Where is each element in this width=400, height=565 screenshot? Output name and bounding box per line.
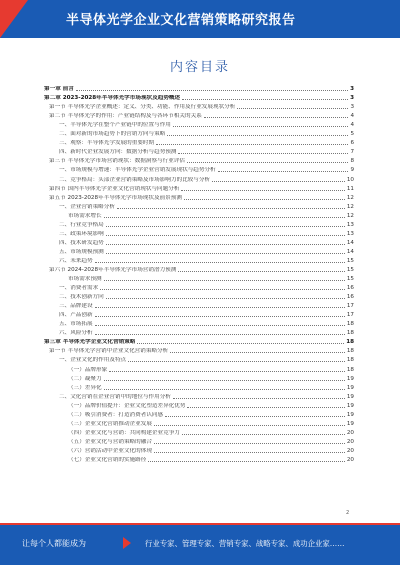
toc-entry[interactable]	[44, 401, 354, 410]
toc-leader-dots	[154, 443, 345, 444]
toc-entry-title: 第六节 2024-2028年半导体光学市场营销潜力预测	[49, 266, 177, 273]
toc-entry[interactable]	[44, 455, 354, 464]
toc-entry-page: 5	[350, 131, 354, 138]
toc-leader-dots	[173, 398, 345, 399]
toc-leader-dots	[156, 144, 348, 145]
toc-entry-title: 四、新时代企业发展方向：数据分析与趋势预测	[59, 149, 177, 156]
toc-entry[interactable]	[44, 392, 354, 401]
toc-entry-title: （一）品牌价值提升：企业文化塑造差异化优势	[68, 402, 186, 409]
toc-leader-dots	[95, 307, 345, 308]
toc-entry-title: 四、技术研发趋势	[59, 239, 104, 246]
toc-entry[interactable]	[44, 301, 354, 310]
toc-entry[interactable]	[44, 193, 354, 202]
page-number: 2	[346, 510, 350, 516]
toc-leader-dots	[95, 325, 345, 326]
toc-entry-title: 一、市场规模与增速：半导体光学企业营销发展现状与趋势分析	[59, 167, 216, 174]
toc-leader-dots	[95, 334, 345, 335]
toc-entry[interactable]	[44, 202, 354, 211]
toc-entry[interactable]	[44, 437, 354, 446]
toc-entry[interactable]	[44, 419, 354, 428]
toc-leader-dots	[181, 190, 344, 191]
toc-entry-page: 16	[346, 285, 354, 292]
toc-entry[interactable]	[44, 428, 354, 437]
toc-leader-dots	[104, 389, 345, 390]
toc-entry-page: 20	[346, 447, 354, 454]
toc-entry-title: 二、技术创新方向	[59, 294, 104, 301]
toc-entry-title: （五）企业文化与营销策略的融合	[68, 438, 152, 445]
toc-entry-page: 18	[346, 321, 354, 328]
toc-leader-dots	[104, 280, 345, 281]
toc-entry[interactable]	[44, 310, 354, 319]
toc-entry-title: 二、竞争格局：头部企业营销策略及市场影响力的比较与分析	[59, 176, 211, 183]
toc-entry-page: 3	[350, 86, 354, 93]
toc-entry-title: 二、面对新的市场趋势下的营销方向与策略	[59, 131, 166, 138]
toc-entry-page: 19	[346, 411, 354, 418]
toc-entry-title: 市场需求增长	[68, 212, 102, 219]
toc-leader-dots	[154, 425, 345, 426]
toc-entry-title: 二、行业竞争格局	[59, 221, 104, 228]
toc-entry-page: 19	[346, 402, 354, 409]
report-header	[0, 0, 400, 38]
toc-entry-title: （二）吸引消费者：打造消费者认同感	[68, 411, 164, 418]
toc-entry-title: 第二节 半导体光学的作用：产业链结构及与各环节相关的关系	[49, 113, 202, 120]
toc-entry[interactable]	[44, 184, 354, 193]
footer-red-stripe	[0, 523, 400, 525]
toc-leader-dots	[106, 298, 345, 299]
toc-entry[interactable]	[44, 165, 354, 174]
toc-entry[interactable]	[44, 102, 354, 111]
toc-leader-dots	[182, 434, 345, 435]
toc-entry[interactable]	[44, 156, 354, 165]
toc-entry[interactable]	[44, 211, 354, 220]
toc-entry-page: 8	[350, 158, 354, 165]
toc-entry-page: 10	[346, 176, 354, 183]
toc-entry-page: 19	[346, 420, 354, 427]
toc-leader-dots	[106, 235, 345, 236]
toc-entry-page: 15	[346, 257, 354, 264]
toc-entry-title: 第三节 半导体光学市场营销现状：数据洞察与行业评估	[49, 158, 186, 165]
toc-entry-page: 18	[346, 366, 354, 373]
toc-entry-page: 11	[346, 185, 354, 192]
toc-entry-title: 第三章 半导体光学企业文化营销策略	[44, 339, 136, 346]
toc-entry-page: 4	[350, 122, 354, 129]
toc-entry[interactable]	[44, 174, 354, 183]
toc-entry[interactable]	[44, 328, 354, 337]
toc-entry-title: 三、观察：半导体光学发展的重要时期	[59, 140, 155, 147]
toc-entry-page: 4	[350, 113, 354, 120]
toc-entry-page: 18	[346, 357, 354, 364]
toc-leader-dots	[76, 90, 348, 91]
toc-leader-dots	[148, 461, 345, 462]
toc-leader-dots	[104, 217, 345, 218]
toc-heading: 内容目录	[169, 60, 230, 75]
toc-entry[interactable]	[44, 256, 354, 265]
toc-entry[interactable]	[44, 238, 354, 247]
toc-entry-title: 二、文化营销在企业营销中的地位与作用分析	[59, 393, 171, 400]
toc-leader-dots	[178, 153, 348, 154]
toc-entry-title: （二）凝聚力	[68, 375, 102, 382]
footer-slogan-left: 让每个人都能成为	[22, 539, 86, 548]
toc-entry-title: 第五节 2023-2028年半导体光学市场现状及前景预测	[49, 194, 182, 201]
toc-leader-dots	[95, 316, 345, 317]
toc-entry-title: （四）企业文化与营销：共同构建企业竞争力	[68, 429, 180, 436]
toc-entry-title: 一、企业营销策略分析	[59, 203, 115, 210]
toc-leader-dots	[170, 352, 345, 353]
toc-entry[interactable]	[44, 446, 354, 455]
toc-entry-page: 19	[346, 384, 354, 391]
toc-leader-dots	[106, 226, 345, 227]
toc-entry-title: （六）营销活动中企业文化的体现	[68, 447, 152, 454]
toc-leader-dots	[204, 117, 349, 118]
toc-entry-title: （一）品牌形象	[68, 366, 108, 373]
toc-entry-page: 20	[346, 438, 354, 445]
toc-entry-title: 五、市场拓展	[59, 321, 93, 328]
toc-entry-title: （七）企业文化营销的实施路径	[68, 456, 147, 463]
toc-leader-dots	[109, 371, 345, 372]
toc-entry[interactable]	[44, 374, 354, 383]
toc-entry-page: 20	[346, 456, 354, 463]
toc-entry-page: 9	[350, 167, 354, 174]
toc-leader-dots	[165, 416, 345, 417]
toc-leader-dots	[100, 289, 345, 290]
toc-leader-dots	[106, 244, 345, 245]
toc-entry-title: 第二章 2023-2028年半导体光学市场现状及趋势概述	[44, 95, 181, 102]
toc-entry[interactable]	[44, 220, 354, 229]
toc-entry[interactable]	[44, 319, 354, 328]
toc-leader-dots	[128, 361, 345, 362]
toc-entry-title: 第一节 半导体光学企业概述：定义、分类、功能、作用及行业发展现状分析	[49, 104, 236, 111]
toc-entry-page: 13	[346, 230, 354, 237]
toc-entry[interactable]	[44, 138, 354, 147]
toc-entry[interactable]	[44, 265, 354, 274]
toc-entry-page: 20	[346, 429, 354, 436]
toc-entry-title: 六、未来趋势	[59, 257, 93, 264]
toc-leader-dots	[178, 271, 345, 272]
toc-entry[interactable]	[44, 383, 354, 392]
toc-entry-page: 3	[350, 104, 354, 111]
table-of-contents	[44, 84, 354, 464]
toc-entry-title: 一、企业文化的作用及特点	[59, 357, 127, 364]
toc-entry-title: 三、政策环境影响	[59, 230, 104, 237]
toc-entry-page: 18	[346, 348, 354, 355]
toc-entry-page: 12	[346, 212, 354, 219]
toc-leader-dots	[182, 99, 348, 100]
toc-leader-dots	[187, 162, 348, 163]
toc-leader-dots	[137, 343, 344, 344]
toc-entry-title: 一、半导体光学在整个产业链中的位置与作用	[59, 122, 171, 129]
toc-entry-page: 17	[346, 312, 354, 319]
toc-leader-dots	[237, 108, 348, 109]
toc-entry-title: 第一章 前言	[44, 86, 74, 93]
toc-entry[interactable]	[44, 247, 354, 256]
toc-leader-dots	[95, 262, 345, 263]
toc-entry-page: 12	[346, 194, 354, 201]
toc-entry-page: 7	[350, 149, 354, 156]
toc-entry[interactable]	[44, 292, 354, 301]
toc-leader-dots	[104, 380, 345, 381]
toc-entry[interactable]	[44, 364, 354, 373]
toc-entry-page: 14	[346, 239, 354, 246]
toc-entry-page: 15	[346, 276, 354, 283]
toc-leader-dots	[212, 181, 345, 182]
toc-entry[interactable]	[44, 84, 354, 93]
toc-entry[interactable]	[44, 337, 354, 346]
toc-entry-page: 17	[346, 303, 354, 310]
toc-entry[interactable]	[44, 274, 354, 283]
toc-entry-title: 第四节 国内半导体光学企业文化营销现状与问题分析	[49, 185, 180, 192]
toc-entry-page: 19	[346, 375, 354, 382]
toc-entry-title: 市场需求预测	[68, 276, 102, 283]
toc-entry-title: 五、市场规模预测	[59, 248, 104, 255]
toc-entry[interactable]	[44, 410, 354, 419]
toc-entry[interactable]	[44, 147, 354, 156]
toc-leader-dots	[184, 199, 345, 200]
toc-entry-page: 14	[346, 248, 354, 255]
toc-leader-dots	[173, 126, 349, 127]
toc-entry-title: 四、产品创新	[59, 312, 93, 319]
triangle-arrow-icon	[123, 537, 131, 549]
toc-entry[interactable]	[44, 355, 354, 364]
toc-entry-page: 13	[346, 221, 354, 228]
toc-entry[interactable]	[44, 120, 354, 129]
toc-entry-title: （三）企业文化营销推动企业发展	[68, 420, 152, 427]
toc-entry-page: 18	[346, 330, 354, 337]
toc-entry-page: 6	[350, 140, 354, 147]
toc-leader-dots	[167, 135, 348, 136]
toc-entry[interactable]	[44, 93, 354, 102]
toc-entry[interactable]	[44, 129, 354, 138]
toc-entry-page: 18	[346, 339, 354, 346]
toc-entry-title: 第一节 半导体光学营销中企业文化营销策略分析	[49, 348, 169, 355]
toc-entry-title: （三）差异化	[68, 384, 102, 391]
header-red-accent	[0, 0, 28, 38]
toc-entry-page: 16	[346, 294, 354, 301]
toc-entry[interactable]	[44, 229, 354, 238]
report-title: 半导体光学企业文化营销策略研究报告	[66, 13, 296, 28]
toc-entry[interactable]	[44, 111, 354, 120]
toc-leader-dots	[154, 452, 345, 453]
toc-entry-page: 15	[346, 266, 354, 273]
toc-entry-page: 12	[346, 203, 354, 210]
toc-entry-page: 3	[350, 95, 354, 102]
toc-leader-dots	[117, 208, 345, 209]
toc-entry-title: 三、品牌建设	[59, 303, 93, 310]
footer-slogan-right: 行业专家、管理专家、营销专家、战略专家、成功企业家……	[145, 539, 345, 548]
toc-entry[interactable]	[44, 346, 354, 355]
report-footer	[0, 523, 400, 565]
toc-leader-dots	[187, 407, 344, 408]
toc-leader-dots	[106, 253, 345, 254]
toc-entry-title: 六、风险分析	[59, 330, 93, 337]
toc-entry-page: 19	[346, 393, 354, 400]
toc-entry-title: 一、消费者需求	[59, 285, 99, 292]
toc-leader-dots	[218, 171, 349, 172]
toc-entry[interactable]	[44, 283, 354, 292]
